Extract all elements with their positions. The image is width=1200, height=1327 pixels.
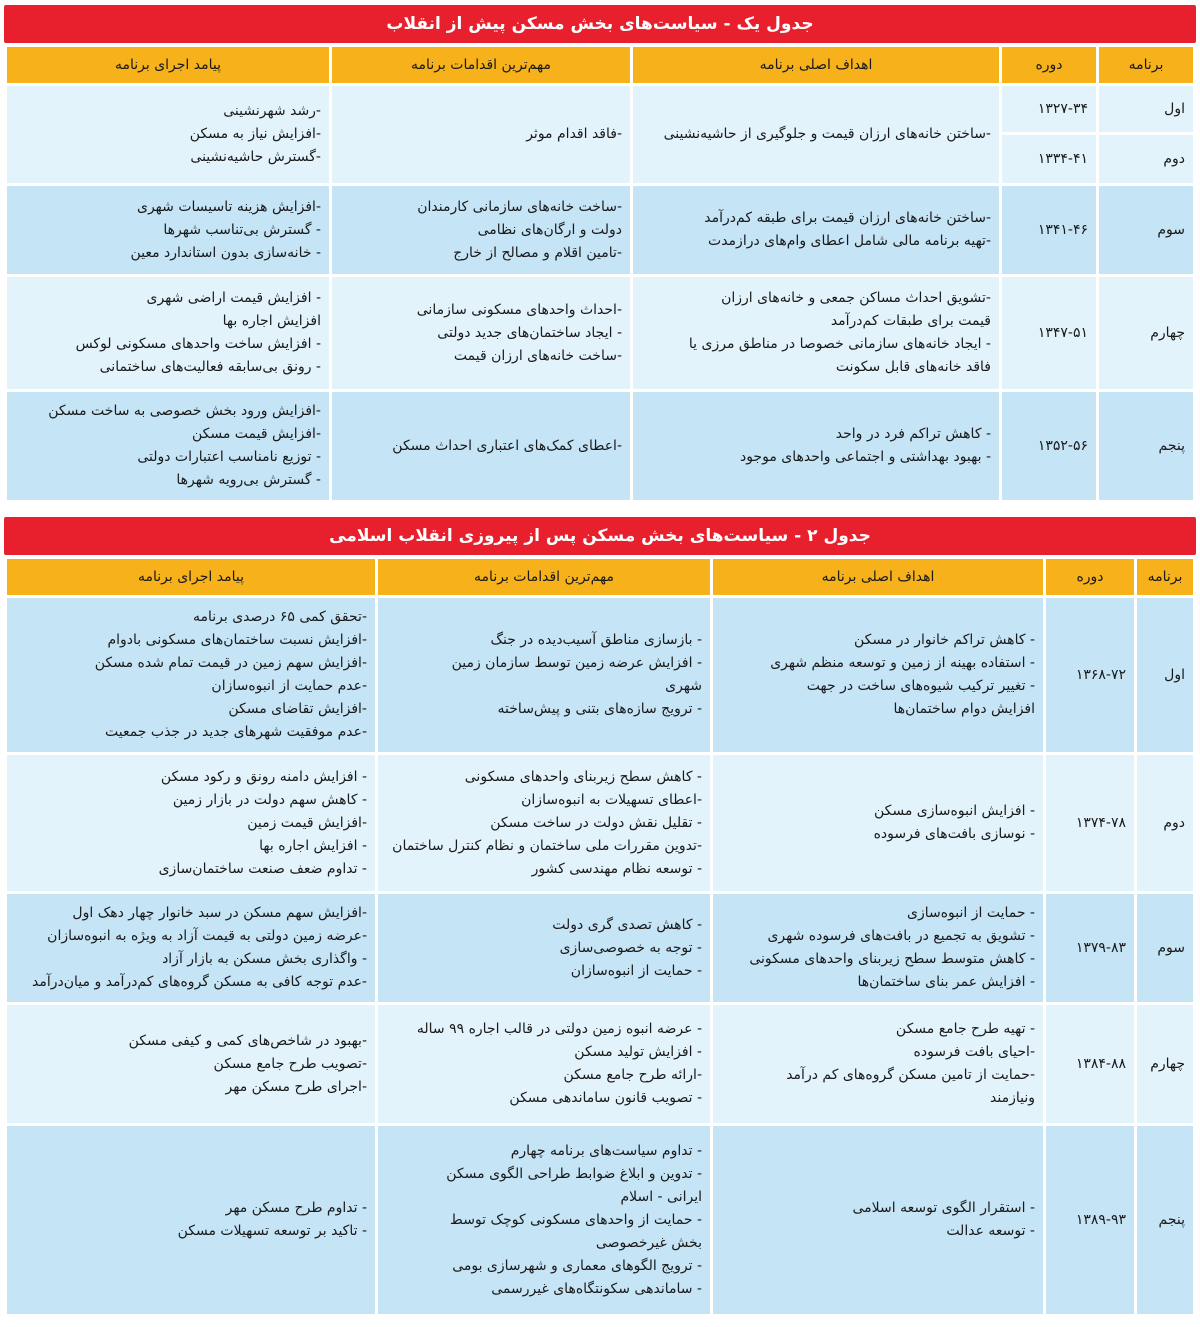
cell-line: -عدم موفقیت شهرهای جدید در جذب جمعیت <box>104 724 367 740</box>
table-row <box>7 755 1193 891</box>
program-name: اول <box>1137 598 1193 752</box>
actions-cell <box>332 277 630 389</box>
cell-line: - افزایش ساخت واحدهای مسکونی لوکس <box>75 336 321 352</box>
table2-title: جدول ۲ - سیاست‌های بخش مسکن پس از پیروزی انقلاب اسلامی <box>4 517 1196 555</box>
goals-cell <box>713 755 1043 891</box>
table-row <box>7 86 1193 132</box>
cell-line: - رونق بی‌سابقه فعالیت‌های ساختمانی <box>99 359 321 375</box>
cell-line: -گسترش حاشیه‌نشینی <box>190 149 321 165</box>
cell-line: -اعطای کمک‌های اعتباری احداث مسکن <box>392 437 622 454</box>
cell-line: - تداوم سیاست‌های برنامه چهارم <box>510 1142 702 1159</box>
cell-line: - افزایش قیمت اراضی شهری <box>146 290 321 306</box>
cell-line: -اعطای تسهیلات به انبوه‌سازان <box>521 791 702 808</box>
outcome-cell <box>7 1005 375 1123</box>
cell-line: -افزایش قیمت مسکن <box>191 426 321 442</box>
actions-cell <box>378 755 710 891</box>
cell-line: -عرضه زمین دولتی به قیمت آزاد به ویژه به انبوه‌سازان <box>47 928 367 944</box>
outcome-cell <box>7 894 375 1002</box>
cell-line: - افزایش دامنه رونق و رکود مسکن <box>160 768 367 785</box>
program-period: ۱۳۴۷-۵۱ <box>1002 277 1096 389</box>
cell-line: - افزایش عمر بنای ساختمان‌ها <box>857 974 1035 990</box>
cell-line: - گسترش بی‌رویه شهرها <box>176 472 321 488</box>
table-row <box>7 277 1193 389</box>
cell-line: - بهبود بهداشتی و اجتماعی واحدهای موجود <box>739 449 991 465</box>
program-name: چهارم <box>1137 1005 1193 1123</box>
cell-line: -تامین اقلام و مصالح از خارج <box>453 244 622 261</box>
header-actions: مهم‌ترین اقدامات برنامه <box>332 47 630 83</box>
cell-line: - کاهش تراکم فرد در واحد <box>835 426 991 442</box>
goals-cell <box>713 598 1043 752</box>
program-period: ۱۳۵۲-۵۶ <box>1002 392 1096 500</box>
header-outcome: پیامد اجرای برنامه <box>7 47 329 83</box>
cell-line: فاقد خانه‌های قابل سکونت <box>835 359 991 375</box>
cell-line: - حمایت از واحدهای مسکونی کوچک توسط <box>449 1211 702 1228</box>
cell-line: - حمایت از انبوه‌سازی <box>906 905 1035 921</box>
actions-cell <box>332 86 630 183</box>
cell-line: - افزایش تولید مسکن <box>574 1044 702 1060</box>
outcome-cell <box>7 392 329 500</box>
cell-line: - افزایش عرضه زمین توسط سازمان زمین <box>451 655 702 671</box>
program-name: اول <box>1099 86 1193 132</box>
cell-line: شهری <box>665 678 702 694</box>
cell-line: -افزایش قیمت زمین <box>247 814 367 831</box>
cell-line: - نوسازی بافت‌های فرسوده <box>873 826 1035 842</box>
cell-line: - ترویج سازه‌های بتنی و پیش‌ساخته <box>497 701 702 717</box>
section-gap <box>4 503 1196 517</box>
cell-line: -تهیه برنامه مالی شامل اعطای وام‌های درازمدت <box>708 233 991 249</box>
cell-line: -ساختن خانه‌های ارزان قیمت برای طبقه کم‌درآمد <box>704 210 991 226</box>
cell-line: - افزایش اجاره بها <box>259 837 367 854</box>
program-period: ۱۳۲۷-۳۴ <box>1002 86 1096 132</box>
cell-line: -تشویق احداث مساکن جمعی و خانه‌های ارزان <box>721 290 991 306</box>
cell-line: - توسعه عدالت <box>946 1223 1035 1239</box>
cell-line: - کاهش متوسط سطح زیربنای واحدهای مسکونی <box>749 951 1035 967</box>
cell-line: - تشویق به تجمیع در بافت‌های فرسوده شهری <box>767 928 1035 944</box>
cell-line: - تغییر ترکیب شیوه‌های ساخت در جهت <box>806 678 1035 694</box>
cell-line: - افزایش انبوه‌سازی مسکن <box>873 803 1035 819</box>
cell-line: - کاهش تصدی گری دولت <box>552 916 702 933</box>
goals-cell <box>713 894 1043 1002</box>
actions-cell <box>332 392 630 500</box>
cell-line: بخش غیرخصوصی <box>595 1234 702 1251</box>
program-name: سوم <box>1137 894 1193 1002</box>
cell-line: -افزایش نیاز به مسکن <box>189 126 321 142</box>
header-program: برنامه <box>1137 559 1193 595</box>
cell-line: -افزایش تقاضای مسکن <box>228 701 367 717</box>
program-name: چهارم <box>1099 277 1193 389</box>
table2-header-row <box>7 559 1193 595</box>
cell-line: - کاهش سطح زیربنای واحدهای مسکونی <box>464 768 702 785</box>
cell-line: دولت و ارگان‌های نظامی <box>477 221 622 238</box>
cell-line: -ارائه طرح جامع مسکن <box>563 1067 702 1083</box>
cell-line: - توجه به خصوصی‌سازی <box>559 939 702 956</box>
program-name: پنجم <box>1137 1126 1193 1314</box>
cell-line: - بازسازی مناطق آسیب‌دیده در جنگ <box>490 632 702 648</box>
cell-line: -تدوین مقررات ملی ساختمان و نظام کنترل ساختمان <box>392 837 702 854</box>
cell-line: -فاقد اقدام موثر <box>526 126 622 142</box>
outcome-cell <box>7 1126 375 1314</box>
cell-line: - کاهش سهم دولت در بازار زمین <box>172 791 367 808</box>
cell-line: ونیازمند <box>990 1090 1035 1106</box>
program-name: سوم <box>1099 186 1193 274</box>
cell-line: -احیای بافت فرسوده <box>913 1044 1035 1060</box>
table-row <box>7 598 1193 752</box>
header-period: دوره <box>1002 47 1096 83</box>
cell-line: -رشد شهرنشینی <box>223 103 321 119</box>
cell-line: -تصویب طرح جامع مسکن <box>213 1055 367 1072</box>
cell-line: -ساخت خانه‌های سازمانی کارمندان <box>417 198 622 215</box>
actions-cell <box>378 894 710 1002</box>
cell-line: افزایش دوام ساختمان‌ها <box>893 701 1035 717</box>
cell-line: -بهبود در شاخص‌های کمی و کیفی مسکن <box>128 1032 367 1049</box>
outcome-cell <box>7 598 375 752</box>
goals-cell <box>633 392 999 500</box>
cell-line: - عرضه انبوه زمین دولتی در قالب اجاره ۹۹ ساله <box>416 1021 702 1037</box>
header-outcome: پیامد اجرای برنامه <box>7 559 375 595</box>
cell-line: - کاهش تراکم خانوار در مسکن <box>853 632 1035 648</box>
cell-line: -حمایت از تامین مسکن گروه‌های کم درآمد <box>786 1067 1035 1083</box>
cell-line: - توزیع نامناسب اعتبارات دولتی <box>137 449 321 465</box>
program-name: دوم <box>1099 135 1193 183</box>
cell-line: - خانه‌سازی بدون استاندارد معین <box>130 244 321 261</box>
table-row <box>7 1005 1193 1123</box>
outcome-cell <box>7 755 375 891</box>
table-row <box>7 392 1193 500</box>
table2 <box>4 556 1196 1317</box>
table-row <box>7 186 1193 274</box>
header-period: دوره <box>1046 559 1134 595</box>
cell-line: ایرانی - اسلام <box>620 1188 702 1205</box>
cell-line: - استفاده بهینه از زمین و توسعه منظم شهری <box>770 655 1035 671</box>
cell-line: -عدم حمایت از انبوه‌سازان <box>211 678 367 694</box>
cell-line: -احداث واحدهای مسکونی سازمانی <box>416 301 622 318</box>
cell-line: قیمت برای طبقات کم‌درآمد <box>830 313 991 329</box>
cell-line: -عدم توجه کافی به مسکن گروه‌های کم‌درآمد و میان‌درآمد <box>32 974 367 990</box>
table1-title: جدول یک - سیاست‌های بخش مسکن پیش از انقلاب <box>4 5 1196 43</box>
cell-line: افزایش اجاره بها <box>222 313 321 329</box>
cell-line: -افزایش نسبت ساختمان‌های مسکونی بادوام <box>107 632 367 648</box>
program-period: ۱۳۳۴-۴۱ <box>1002 135 1096 183</box>
cell-line: - تصویب قانون ساماندهی مسکن <box>509 1090 702 1106</box>
program-period: ۱۳۸۹-۹۳ <box>1046 1126 1134 1314</box>
cell-line: -افزایش سهم زمین در قیمت تمام شده مسکن <box>94 655 367 671</box>
header-program: برنامه <box>1099 47 1193 83</box>
goals-cell <box>633 86 999 183</box>
goals-cell <box>633 277 999 389</box>
program-period: ۱۳۶۸-۷۲ <box>1046 598 1134 752</box>
table-row <box>7 894 1193 1002</box>
cell-line: - تهیه طرح جامع مسکن <box>895 1021 1035 1037</box>
cell-line: - توسعه نظام مهندسی کشور <box>531 860 702 877</box>
header-goals: اهداف اصلی برنامه <box>633 47 999 83</box>
outcome-cell <box>7 277 329 389</box>
cell-line: - تاکید بر توسعه تسهیلات مسکن <box>177 1223 367 1239</box>
cell-line: - گسترش بی‌تناسب شهرها <box>163 221 321 238</box>
table1-header-row <box>7 47 1193 83</box>
cell-line: - ایجاد ساختمان‌های جدید دولتی <box>437 324 622 341</box>
cell-line: - تداوم طرح مسکن مهر <box>225 1200 367 1216</box>
program-period: ۱۳۷۴-۷۸ <box>1046 755 1134 891</box>
goals-cell <box>633 186 999 274</box>
cell-line: -تحقق کمی ۶۵ درصدی برنامه <box>192 609 367 625</box>
goals-cell <box>713 1005 1043 1123</box>
cell-line: - تداوم ضعف صنعت ساختمان‌سازی <box>158 860 367 877</box>
outcome-cell <box>7 186 329 274</box>
table-row <box>7 1126 1193 1314</box>
cell-line: -ساخت خانه‌های ارزان قیمت <box>453 347 622 364</box>
outcome-cell <box>7 86 329 183</box>
cell-line: -اجرای طرح مسکن مهر <box>225 1078 367 1095</box>
actions-cell <box>378 598 710 752</box>
cell-line: - ساماندهی سکونتگاه‌های غیررسمی <box>491 1280 702 1297</box>
cell-line: -افزایش سهم مسکن در سبد خانوار چهار دهک اول <box>72 905 367 921</box>
cell-line: -ساختن خانه‌های ارزان قیمت و جلوگیری از حاشیه‌نشینی <box>663 126 991 142</box>
program-name: دوم <box>1137 755 1193 891</box>
actions-cell <box>378 1126 710 1314</box>
program-period: ۱۳۷۹-۸۳ <box>1046 894 1134 1002</box>
cell-line: - ایجاد خانه‌های سازمانی خصوصا در مناطق مرزی یا <box>688 336 991 352</box>
program-period: ۱۳۸۴-۸۸ <box>1046 1005 1134 1123</box>
cell-line: - تدوین و ابلاغ ضوابط طراحی الگوی مسکن <box>446 1165 702 1182</box>
header-actions: مهم‌ترین اقدامات برنامه <box>378 559 710 595</box>
cell-line: - واگذاری بخش مسکن به بازار آزاد <box>162 951 367 967</box>
actions-cell <box>378 1005 710 1123</box>
cell-line: - حمایت از انبوه‌سازان <box>570 962 702 979</box>
goals-cell <box>713 1126 1043 1314</box>
table1 <box>4 44 1196 503</box>
cell-line: - استقرار الگوی توسعه اسلامی <box>852 1200 1035 1216</box>
cell-line: - تقلیل نقش دولت در ساخت مسکن <box>490 814 702 831</box>
program-period: ۱۳۴۱-۴۶ <box>1002 186 1096 274</box>
cell-line: -افزایش ورود بخش خصوصی به ساخت مسکن <box>48 403 321 419</box>
header-goals: اهداف اصلی برنامه <box>713 559 1043 595</box>
program-name: پنجم <box>1099 392 1193 500</box>
actions-cell <box>332 186 630 274</box>
cell-line: -افزایش هزینه تاسیسات شهری <box>137 198 321 215</box>
cell-line: - ترویج الگوهای معماری و شهرسازی بومی <box>452 1257 702 1274</box>
